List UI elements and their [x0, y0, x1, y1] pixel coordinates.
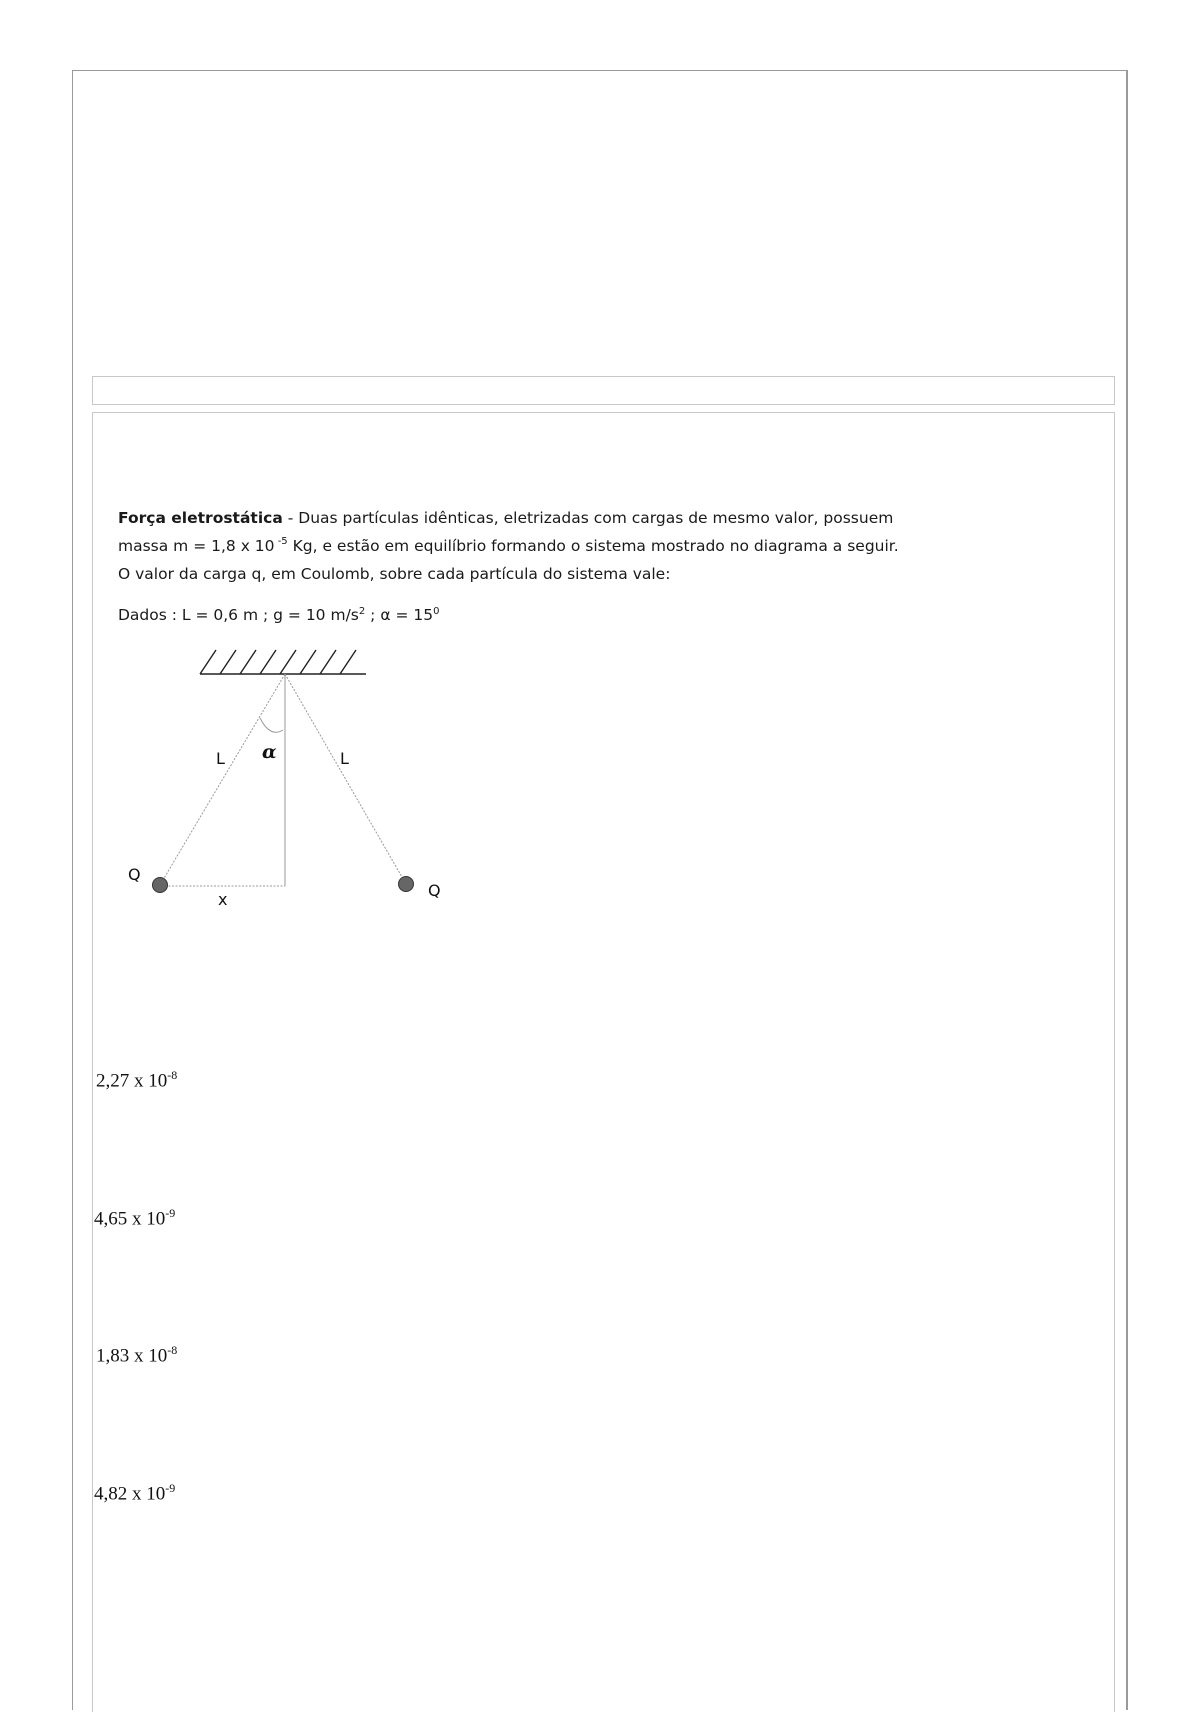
charge-ball-right: [399, 877, 414, 892]
statement-line-3: O valor da carga q, em Coulomb, sobre cada partícula do sistema vale:: [118, 565, 671, 583]
string-right: [285, 674, 406, 884]
label-length-right: L: [340, 749, 349, 768]
ceiling-hatch: [200, 650, 366, 674]
label-charge-right: Q: [428, 881, 441, 900]
answer-option-d[interactable]: 4,82 x $10^{-9}$: [94, 1481, 176, 1505]
answer-option-c[interactable]: 1,83 x $10^{-8}$: [96, 1343, 178, 1367]
label-charge-left: Q: [128, 865, 141, 884]
charge-ball-left: [153, 878, 168, 893]
question-title: Força eletrostática: [118, 509, 283, 527]
option-divider-d: [92, 1380, 93, 1530]
answer-option-a[interactable]: 2,27 x $10^{-8}$: [96, 1068, 178, 1092]
option-divider-b: [92, 1100, 93, 1240]
label-length-left: L: [216, 749, 225, 768]
angle-arc: [260, 718, 283, 732]
header-strip: [92, 376, 1115, 405]
given-data: Dados : L = 0,6 m ; g = 10 $m/s^2$ ; $\alpha = 15^0$: [118, 606, 440, 625]
answer-option-b[interactable]: 4,65 x $10^{-9}$: [94, 1206, 176, 1230]
string-left: [160, 674, 285, 885]
pendulum-diagram: [110, 640, 470, 920]
statement-line-1: Força eletrostática - Duas partículas idênticas, eletrizadas com cargas de mesmo valor, possuem: [118, 509, 894, 527]
option-divider-c: [92, 1240, 93, 1380]
label-angle: α: [262, 741, 277, 763]
option-divider-e: [92, 1530, 93, 1684]
label-distance-x: x: [218, 890, 228, 909]
option-divider-a: [92, 950, 93, 1100]
question-statement: [118, 504, 948, 588]
statement-line-2: massa m = 1,8 x 10 $^{-5}$ Kg, e estão em equilíbrio formando o sistema mostrado no diagrama a seguir.: [118, 535, 899, 555]
